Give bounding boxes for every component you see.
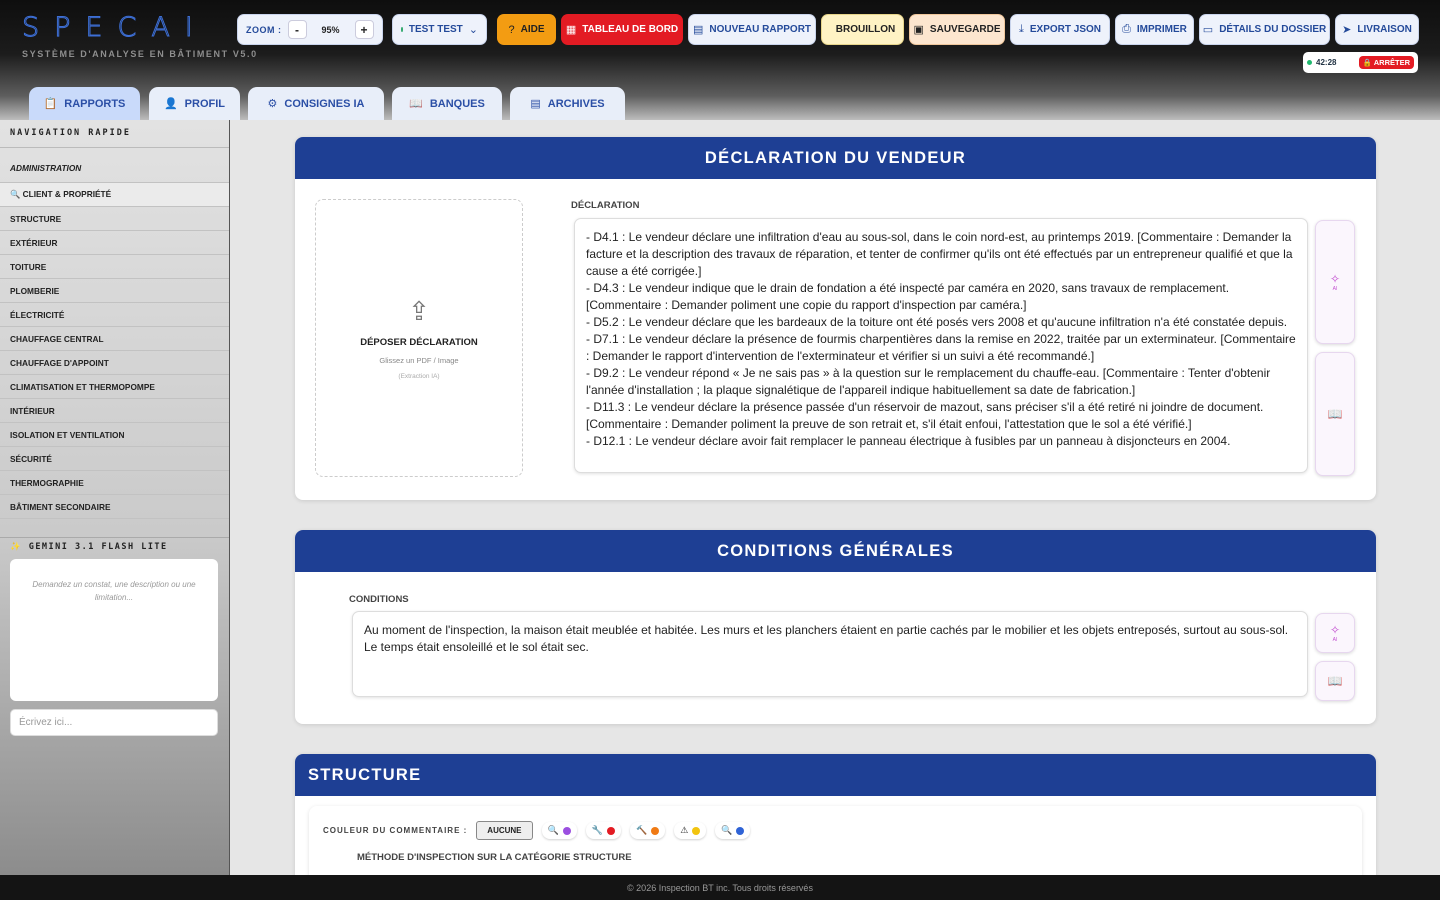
purple-dot: [563, 827, 571, 835]
dropzone-note: (Extraction IA): [398, 373, 440, 380]
app-subtitle: SYSTÈME D'ANALYSE EN BÂTIMENT V5.0: [22, 49, 258, 59]
sidebar-item-chauffage-appoint[interactable]: CHAUFFAGE D'APPOINT: [0, 351, 229, 375]
clipboard-icon: 📋: [43, 98, 58, 110]
app-logo: SPECAI: [22, 12, 208, 43]
archive-icon: ▤: [530, 98, 541, 110]
declaration-label: DÉCLARATION: [571, 200, 640, 211]
zoom-value: 95%: [321, 24, 340, 35]
draft-status-badge[interactable]: [821, 14, 904, 45]
zoom-label: ZOOM :: [246, 24, 282, 35]
settings-icon: ⚙: [267, 98, 278, 110]
tab-rapports[interactable]: [29, 87, 140, 120]
structure-title: STRUCTURE: [295, 754, 1376, 796]
structure-card: [295, 754, 1376, 875]
book-icon: 📖: [409, 98, 423, 110]
sidebar-item-chauffage-central[interactable]: CHAUFFAGE CENTRAL: [0, 327, 229, 351]
dropzone-title: DÉPOSER DÉCLARATION: [360, 337, 478, 348]
sidebar-item-administration[interactable]: ADMINISTRATION: [0, 153, 229, 183]
main-content: [230, 120, 1440, 875]
sidebar-item-interieur[interactable]: INTÉRIEUR: [0, 399, 229, 423]
wrench-icon: 🔧: [591, 825, 603, 835]
footer: © 2026 Inspection BT inc. Tous droits réservés: [0, 875, 1440, 900]
tab-label: PROFIL: [184, 97, 226, 110]
general-conditions-card: [295, 530, 1376, 724]
color-purple-chip[interactable]: [542, 822, 577, 839]
sidebar: [0, 120, 230, 875]
book-icon: 📖: [1327, 407, 1343, 421]
ai-label: AI: [1332, 637, 1338, 643]
save-icon: ▣: [913, 24, 924, 36]
inspection-method-label: MÉTHODE D'INSPECTION SUR LA CATÉGORIE STRUCTURE: [357, 852, 632, 863]
conditions-textarea[interactable]: Au moment de l'inspection, la maison était meublée et habitée. Les murs et les planchers étaient en partie cachés par le mobilier et les objets entreposés, surtout au sous-sol. Le temps était ensoleillé et le sol était sec.: [352, 611, 1308, 697]
delivery-label: LIVRAISON: [1357, 24, 1412, 35]
app-header: [0, 0, 1440, 120]
sidebar-item-exterieur[interactable]: EXTÉRIEUR: [0, 231, 229, 255]
help-circle-icon: ?: [508, 23, 515, 36]
timer-value: 42:28: [1316, 58, 1337, 67]
stop-label: ARRÊTER: [1373, 58, 1410, 67]
yellow-dot: [692, 827, 700, 835]
ai-assistant-title: ✨ GEMINI 3.1 FLASH LITE: [0, 537, 229, 557]
folder-details-label: DÉTAILS DU DOSSIER: [1219, 24, 1327, 35]
tab-label: RAPPORTS: [64, 97, 126, 110]
ai-chat-input[interactable]: Écrivez ici...: [10, 709, 218, 736]
sidebar-item-structure[interactable]: STRUCTURE: [0, 207, 229, 231]
grid-icon: ▦: [565, 24, 577, 36]
magic-wand-icon: ✧: [1329, 272, 1341, 286]
download-icon: ⤓: [1019, 23, 1024, 35]
sidebar-item-batiment-secondaire[interactable]: BÂTIMENT SECONDAIRE: [0, 495, 229, 519]
tab-label: CONSIGNES IA: [284, 97, 365, 110]
red-dot: [607, 827, 615, 835]
printer-icon: ⎙: [1122, 23, 1131, 35]
timer-status-icon: [1307, 60, 1312, 65]
magic-wand-icon: ✧: [1329, 623, 1341, 637]
ai-chat-area: Demandez un constat, une description ou une limitation...: [10, 559, 218, 701]
color-red-chip[interactable]: [586, 822, 621, 839]
stop-timer-button[interactable]: 🔒 ARRÊTER: [1359, 56, 1414, 69]
tab-archives[interactable]: [510, 87, 625, 120]
new-report-button[interactable]: [688, 14, 816, 45]
zoom-control: [237, 14, 383, 45]
help-label: AIDE: [520, 24, 545, 35]
online-status-icon: [401, 27, 403, 32]
declaration-textarea[interactable]: [574, 218, 1308, 473]
tab-label: BANQUES: [429, 97, 485, 110]
document-icon: ▤: [692, 24, 704, 36]
sidebar-item-toiture[interactable]: TOITURE: [0, 255, 229, 279]
declaration-line: - D9.2 : Le vendeur répond « Je ne sais pas » à la question sur le remplacement du chauffe-eau. [Commentaire : Tenter d'obtenir l'année d'installation ; la plaque signalétique de l'appareil indique habituellement sa date de fabrication.]: [586, 366, 1271, 397]
color-yellow-chip[interactable]: [674, 822, 706, 839]
sidebar-item-isolation[interactable]: ISOLATION ET VENTILATION: [0, 423, 229, 447]
save-button[interactable]: [909, 14, 1005, 45]
dashboard-button[interactable]: [561, 14, 683, 45]
dropzone-subtitle: Glissez un PDF / Image: [379, 356, 459, 365]
declaration-dropzone[interactable]: [315, 199, 523, 477]
export-label: EXPORT JSON: [1029, 24, 1102, 35]
zoom-out-button[interactable]: -: [288, 20, 307, 39]
bank-button[interactable]: [1315, 352, 1355, 476]
warning-icon: ⚠: [680, 825, 689, 835]
draft-label: BROUILLON: [835, 24, 896, 35]
bank-button[interactable]: [1315, 661, 1355, 701]
sidebar-item-climatisation[interactable]: CLIMATISATION ET THERMOPOMPE: [0, 375, 229, 399]
delivery-button[interactable]: [1335, 14, 1419, 45]
print-button[interactable]: [1115, 14, 1194, 45]
color-none-button[interactable]: AUCUNE: [476, 821, 532, 840]
book-icon: 📖: [1327, 674, 1343, 688]
save-label: SAUVEGARDE: [929, 24, 1001, 35]
declaration-line: - D5.2 : Le vendeur déclare que les bardeaux de la toiture ont été posés vers 2008 et qu'aucune infiltration n'a été constatée depuis.: [586, 315, 1288, 329]
folder-icon: ▭: [1202, 24, 1214, 36]
declaration-line: - D4.3 : Le vendeur indique que le drain de fondation a été inspecté par caméra en 2020, sans travaux de remplacement. [Commentaire : Demander poliment une copie du rapport d'inspection par caméra.]: [586, 281, 1230, 312]
ai-rewrite-button[interactable]: [1315, 220, 1355, 344]
declaration-line: - D11.3 : Le vendeur déclare la présence passée d'un réservoir de mazout, sans préciser s'il a été retiré ni joindre de document. [Commentaire : Demander poliment la preuve de son retrait et, s'il était enfoui, l'attestation que le sol a été vérifié.]: [586, 400, 1264, 431]
user-select[interactable]: [392, 14, 487, 45]
chevron-down-icon: ⌄: [468, 24, 478, 36]
export-json-button[interactable]: [1010, 14, 1110, 45]
hammer-icon: 🔨: [635, 825, 648, 835]
comment-color-row: [323, 821, 750, 840]
sidebar-item-electricite[interactable]: ÉLECTRICITÉ: [0, 303, 229, 327]
tab-profil[interactable]: [149, 87, 240, 120]
vendor-declaration-card: [295, 137, 1376, 500]
tab-consignes-ia[interactable]: [248, 87, 384, 120]
user-icon: 👤: [163, 98, 178, 110]
sidebar-item-securite[interactable]: SÉCURITÉ: [0, 447, 229, 471]
comment-color-label: COULEUR DU COMMENTAIRE :: [323, 826, 468, 835]
dashboard-label: TABLEAU DE BORD: [582, 24, 679, 35]
tab-banques[interactable]: [392, 87, 502, 120]
zoom-in-button[interactable]: +: [355, 20, 374, 39]
search-icon: 🔍: [547, 825, 559, 835]
sidebar-item-plomberie[interactable]: PLOMBERIE: [0, 279, 229, 303]
upload-icon: ⇪: [408, 296, 430, 326]
blue-dot: [736, 827, 744, 835]
tab-label: ARCHIVES: [547, 97, 605, 110]
conditions-label: CONDITIONS: [349, 594, 409, 605]
print-label: IMPRIMER: [1136, 24, 1187, 35]
help-button[interactable]: [497, 14, 556, 45]
folder-details-button[interactable]: [1199, 14, 1330, 45]
declaration-line: - D7.1 : Le vendeur déclare la présence de fourmis charpentières dans la remise en 2022, traitée par un exterminateur. [Commentaire : Demander le rapport d'intervention de l'exterminateur et vérifier si un suivi a été recommandé.]: [586, 332, 1296, 363]
sidebar-item-client-propriete[interactable]: 🔍 CLIENT & PROPRIÉTÉ: [0, 183, 229, 207]
ai-label: AI: [1332, 286, 1338, 292]
structure-inner-panel: [309, 806, 1362, 875]
new-report-label: NOUVEAU RAPPORT: [709, 24, 812, 35]
general-conditions-title: CONDITIONS GÉNÉRALES: [295, 530, 1376, 572]
color-blue-chip[interactable]: [715, 822, 750, 839]
sidebar-item-thermographie[interactable]: THERMOGRAPHIE: [0, 471, 229, 495]
magnify-icon: 🔍: [721, 825, 733, 835]
ai-rewrite-button[interactable]: [1315, 613, 1355, 653]
session-timer: [1303, 52, 1418, 73]
vendor-declaration-title: DÉCLARATION DU VENDEUR: [295, 137, 1376, 179]
color-orange-chip[interactable]: [630, 822, 665, 839]
declaration-line: - D12.1 : Le vendeur déclare avoir fait remplacer le panneau électrique à fusibles par un panneau à disjoncteurs en 2004.: [586, 434, 1231, 448]
user-name: TEST TEST: [408, 24, 463, 35]
declaration-line: - D4.1 : Le vendeur déclare une infiltration d'eau au sous-sol, dans le coin nord-est, au printemps 2019. [Commentaire : Demander la facture et la description des travaux de réparation, et tenter de confirmer qu'ils ont été effectués par un entrepreneur qualifié et que la cause a été corrigée.]: [586, 230, 1293, 278]
send-icon: ➤: [1342, 24, 1352, 36]
orange-dot: [651, 827, 659, 835]
sidebar-title: NAVIGATION RAPIDE: [0, 120, 229, 148]
